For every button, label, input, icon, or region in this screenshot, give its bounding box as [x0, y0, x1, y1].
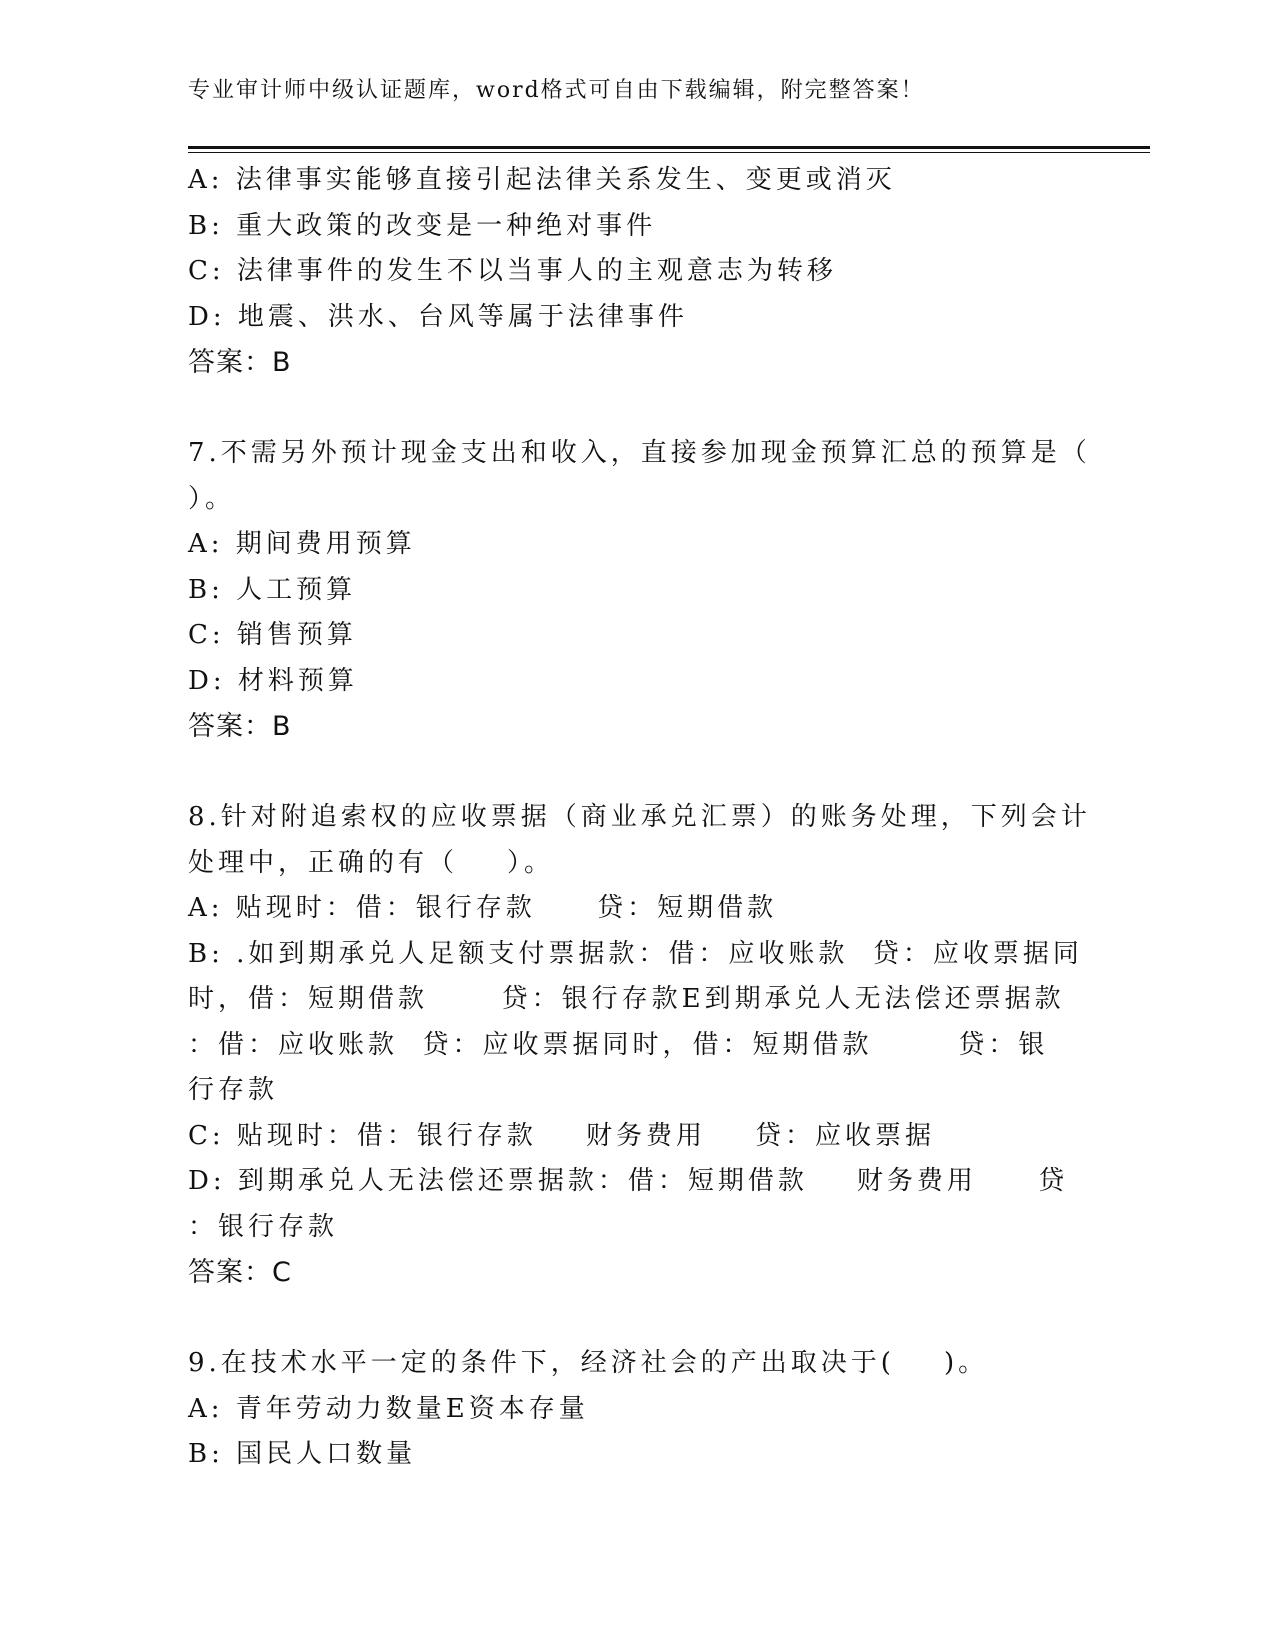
option-b-continued: 时，借：短期借款 贷：银行存款E到期承兑人无法偿还票据款 [188, 984, 1065, 1014]
question-block-7 [188, 431, 1091, 750]
option-a: A: 期间费用预算 [188, 529, 416, 559]
question-stem-continued: ）。 [188, 483, 236, 514]
question-stem: 9.在技术水平一定的条件下，经济社会的产出取决于( )。 [188, 1348, 989, 1378]
option-d: D: 材料预算 [188, 665, 358, 696]
option-c: C: 法律事件的发生不以当事人的主观意志为转移 [188, 256, 837, 286]
spacer [188, 1296, 1068, 1342]
option-a: A: 青年劳动力数量E资本存量 [188, 1393, 589, 1424]
answer-line: 答案：B [188, 711, 292, 742]
option-b: B: 国民人口数量 [188, 1439, 417, 1469]
option-b-continued: ：借：应收账款 贷：应收票据同时，借：短期借款 贷：银 [188, 1029, 1049, 1060]
option-a: A: 贴现时：借：银行存款 贷：短期借款 [188, 893, 778, 923]
question-stem: 8.针对附追索权的应收票据（商业承兑汇票）的账务处理，下列会计 [188, 802, 1091, 832]
question-stem: 7.不需另外预计现金支出和收入，直接参加现金预算汇总的预算是（ [188, 438, 1091, 468]
question-block-8 [188, 795, 1091, 1296]
option-c: C: 贴现时：借：银行存款 财务费用 贷：应收票据 [188, 1120, 936, 1151]
option-d-continued: ：银行存款 [188, 1211, 339, 1242]
option-a: A: 法律事实能够直接引起法律关系发生、变更或消灭 [188, 165, 896, 195]
spacer [188, 386, 1068, 432]
spacer [188, 750, 1068, 796]
header-rule-thick [188, 146, 1150, 149]
option-b-continued: 行存款 [188, 1075, 279, 1105]
question-block-6 [188, 158, 1068, 386]
question-content [188, 158, 1091, 1478]
option-d: D: 地震、洪水、台风等属于法律事件 [188, 301, 688, 332]
answer-line: 答案：C [188, 1257, 292, 1288]
header-rule-thin [188, 152, 1150, 153]
question-stem-continued: 处理中，正确的有（ ）。 [188, 847, 555, 878]
option-c: C: 销售预算 [188, 620, 357, 650]
option-b: B: 重大政策的改变是一种绝对事件 [188, 210, 657, 241]
option-d: D: 到期承兑人无法偿还票据款：借：短期借款 财务费用 贷 [188, 1166, 1069, 1196]
answer-line: 答案：B [188, 347, 292, 378]
option-b: B: 人工预算 [188, 574, 357, 605]
page-header: 专业审计师中级认证题库，word格式可自由下载编辑，附完整答案！ [188, 78, 925, 103]
question-block-9 [188, 1341, 1068, 1478]
option-b: B: .如到期承兑人足额支付票据款：借：应收账款 贷：应收票据同 [188, 938, 1083, 969]
